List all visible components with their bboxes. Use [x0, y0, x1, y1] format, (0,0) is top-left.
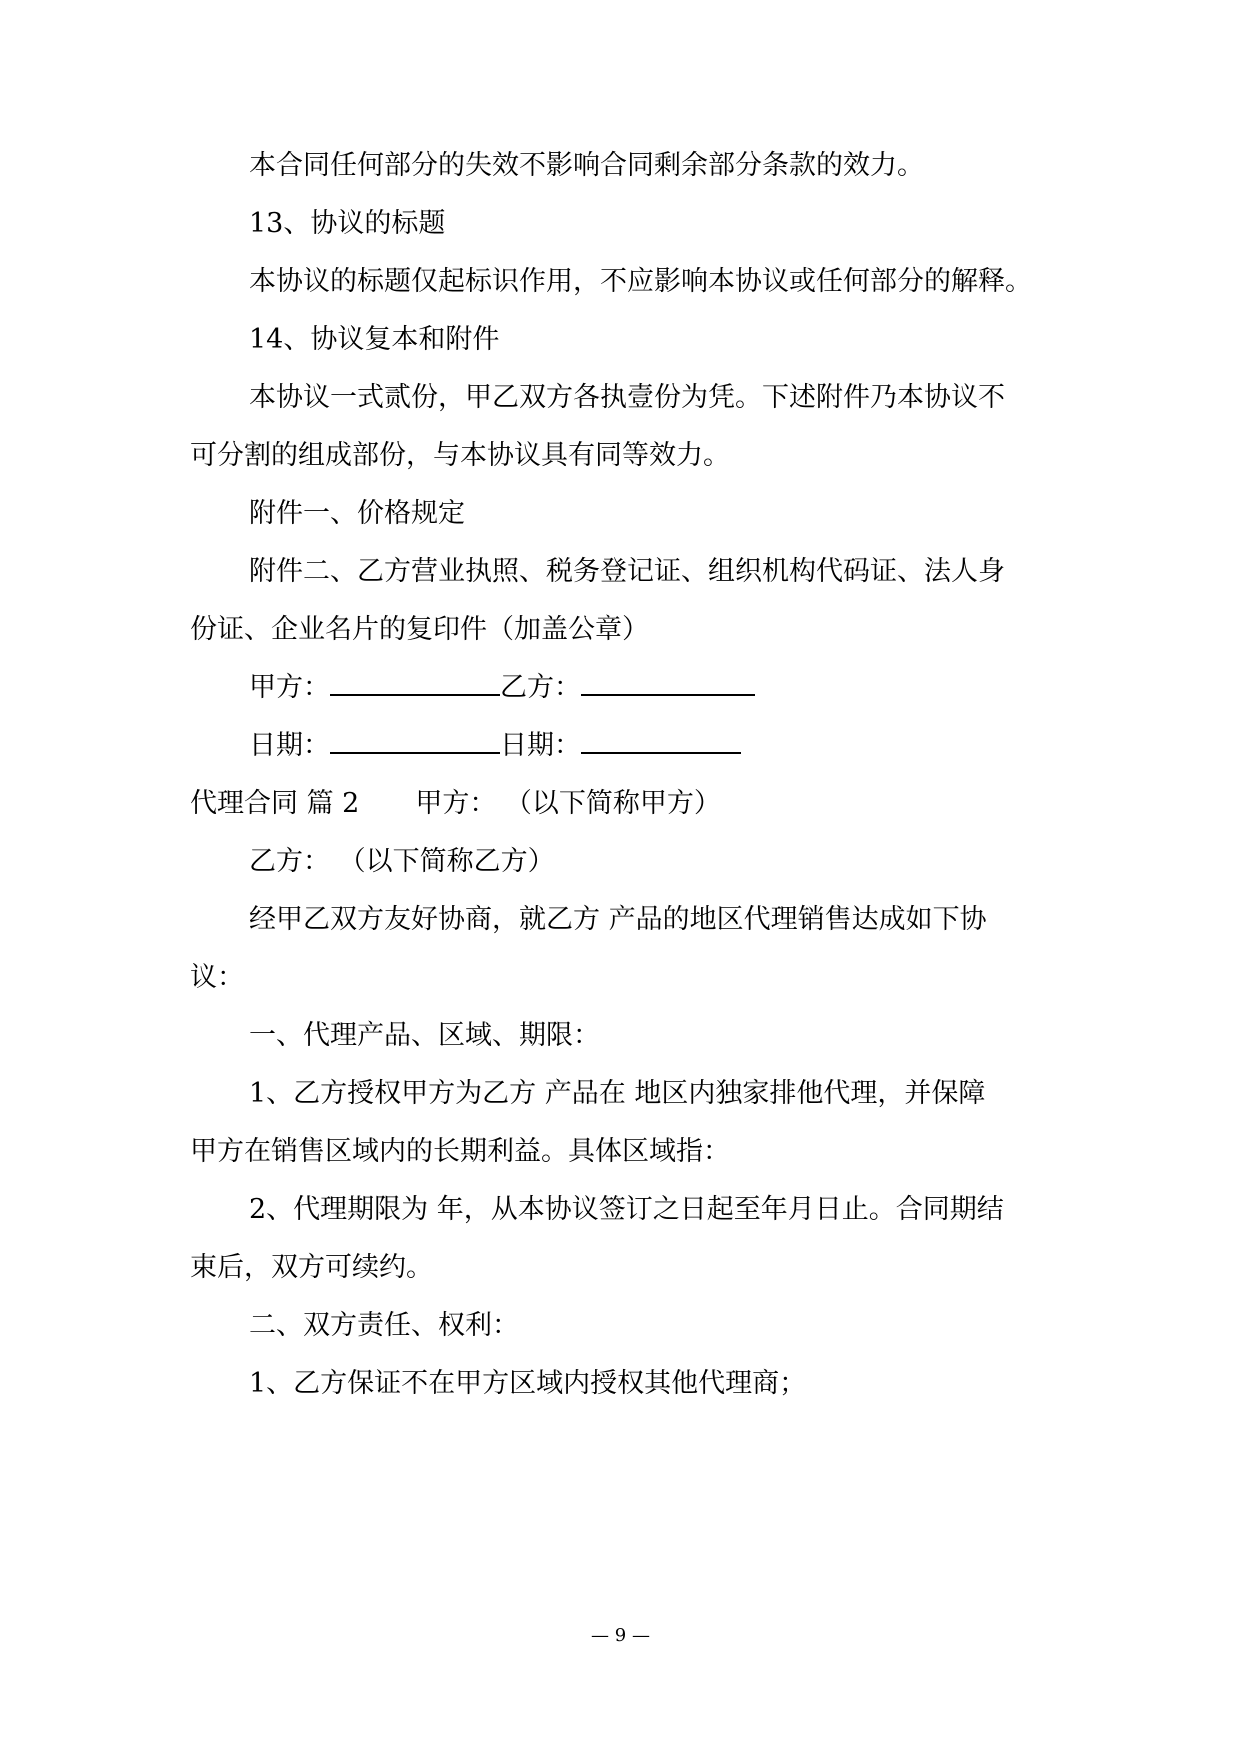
section2-line: 经甲乙双方友好协商，就乙方 产品的地区代理销售达成如下协	[249, 904, 987, 935]
page-number: — 9 —	[591, 1625, 650, 1646]
date-a-label: 日期：	[249, 730, 330, 761]
section2-party-a: 甲方： （以下简称甲方）	[415, 788, 721, 819]
party-a-label: 甲方：	[249, 672, 330, 703]
section2-heading-line	[0, 786, 1241, 822]
date-b-blank	[581, 728, 741, 754]
section2-line: 束后，双方可续约。	[190, 1252, 433, 1283]
party-b-blank	[581, 670, 755, 696]
party-b-label: 乙方：	[500, 672, 581, 703]
section2-line: 2、代理期限为 年，从本协议签订之日起至年月日止。合同期结	[249, 1194, 1004, 1225]
signature-line-dates	[0, 728, 1241, 764]
section2-line: 1、乙方保证不在甲方区域内授权其他代理商；	[249, 1368, 807, 1399]
section2-line: 议：	[190, 962, 244, 993]
paragraph: 本协议的标题仅起标识作用，不应影响本协议或任何部分的解释。	[249, 266, 1032, 297]
section2-party-b: 乙方： （以下简称乙方）	[249, 846, 555, 877]
party-a-blank	[330, 670, 500, 696]
section2-line: 1、乙方授权甲方为乙方 产品在 地区内独家排他代理，并保障	[249, 1078, 986, 1109]
paragraph-continuation: 可分割的组成部份，与本协议具有同等效力。	[190, 440, 730, 471]
clause-heading-13: 13、协议的标题	[249, 208, 446, 239]
date-b-label: 日期：	[500, 730, 581, 761]
section2-heading-one: 一、代理产品、区域、期限：	[249, 1020, 600, 1051]
signature-line-parties	[0, 670, 1241, 706]
clause-heading-14: 14、协议复本和附件	[249, 324, 500, 355]
section2-heading-two: 二、双方责任、权利：	[249, 1310, 519, 1341]
section2-line: 甲方在销售区域内的长期利益。具体区域指：	[190, 1136, 730, 1167]
attachment-one: 附件一、价格规定	[249, 498, 465, 529]
section2-heading: 代理合同 篇 2	[190, 788, 360, 819]
paragraph: 本合同任何部分的失效不影响合同剩余部分条款的效力。	[249, 150, 924, 181]
attachment-two: 附件二、乙方营业执照、税务登记证、组织机构代码证、法人身	[249, 556, 1005, 587]
attachment-two-continuation: 份证、企业名片的复印件（加盖公章）	[190, 614, 649, 645]
paragraph: 本协议一式贰份，甲乙双方各执壹份为凭。下述附件乃本协议不	[249, 382, 1005, 413]
date-a-blank	[330, 728, 500, 754]
